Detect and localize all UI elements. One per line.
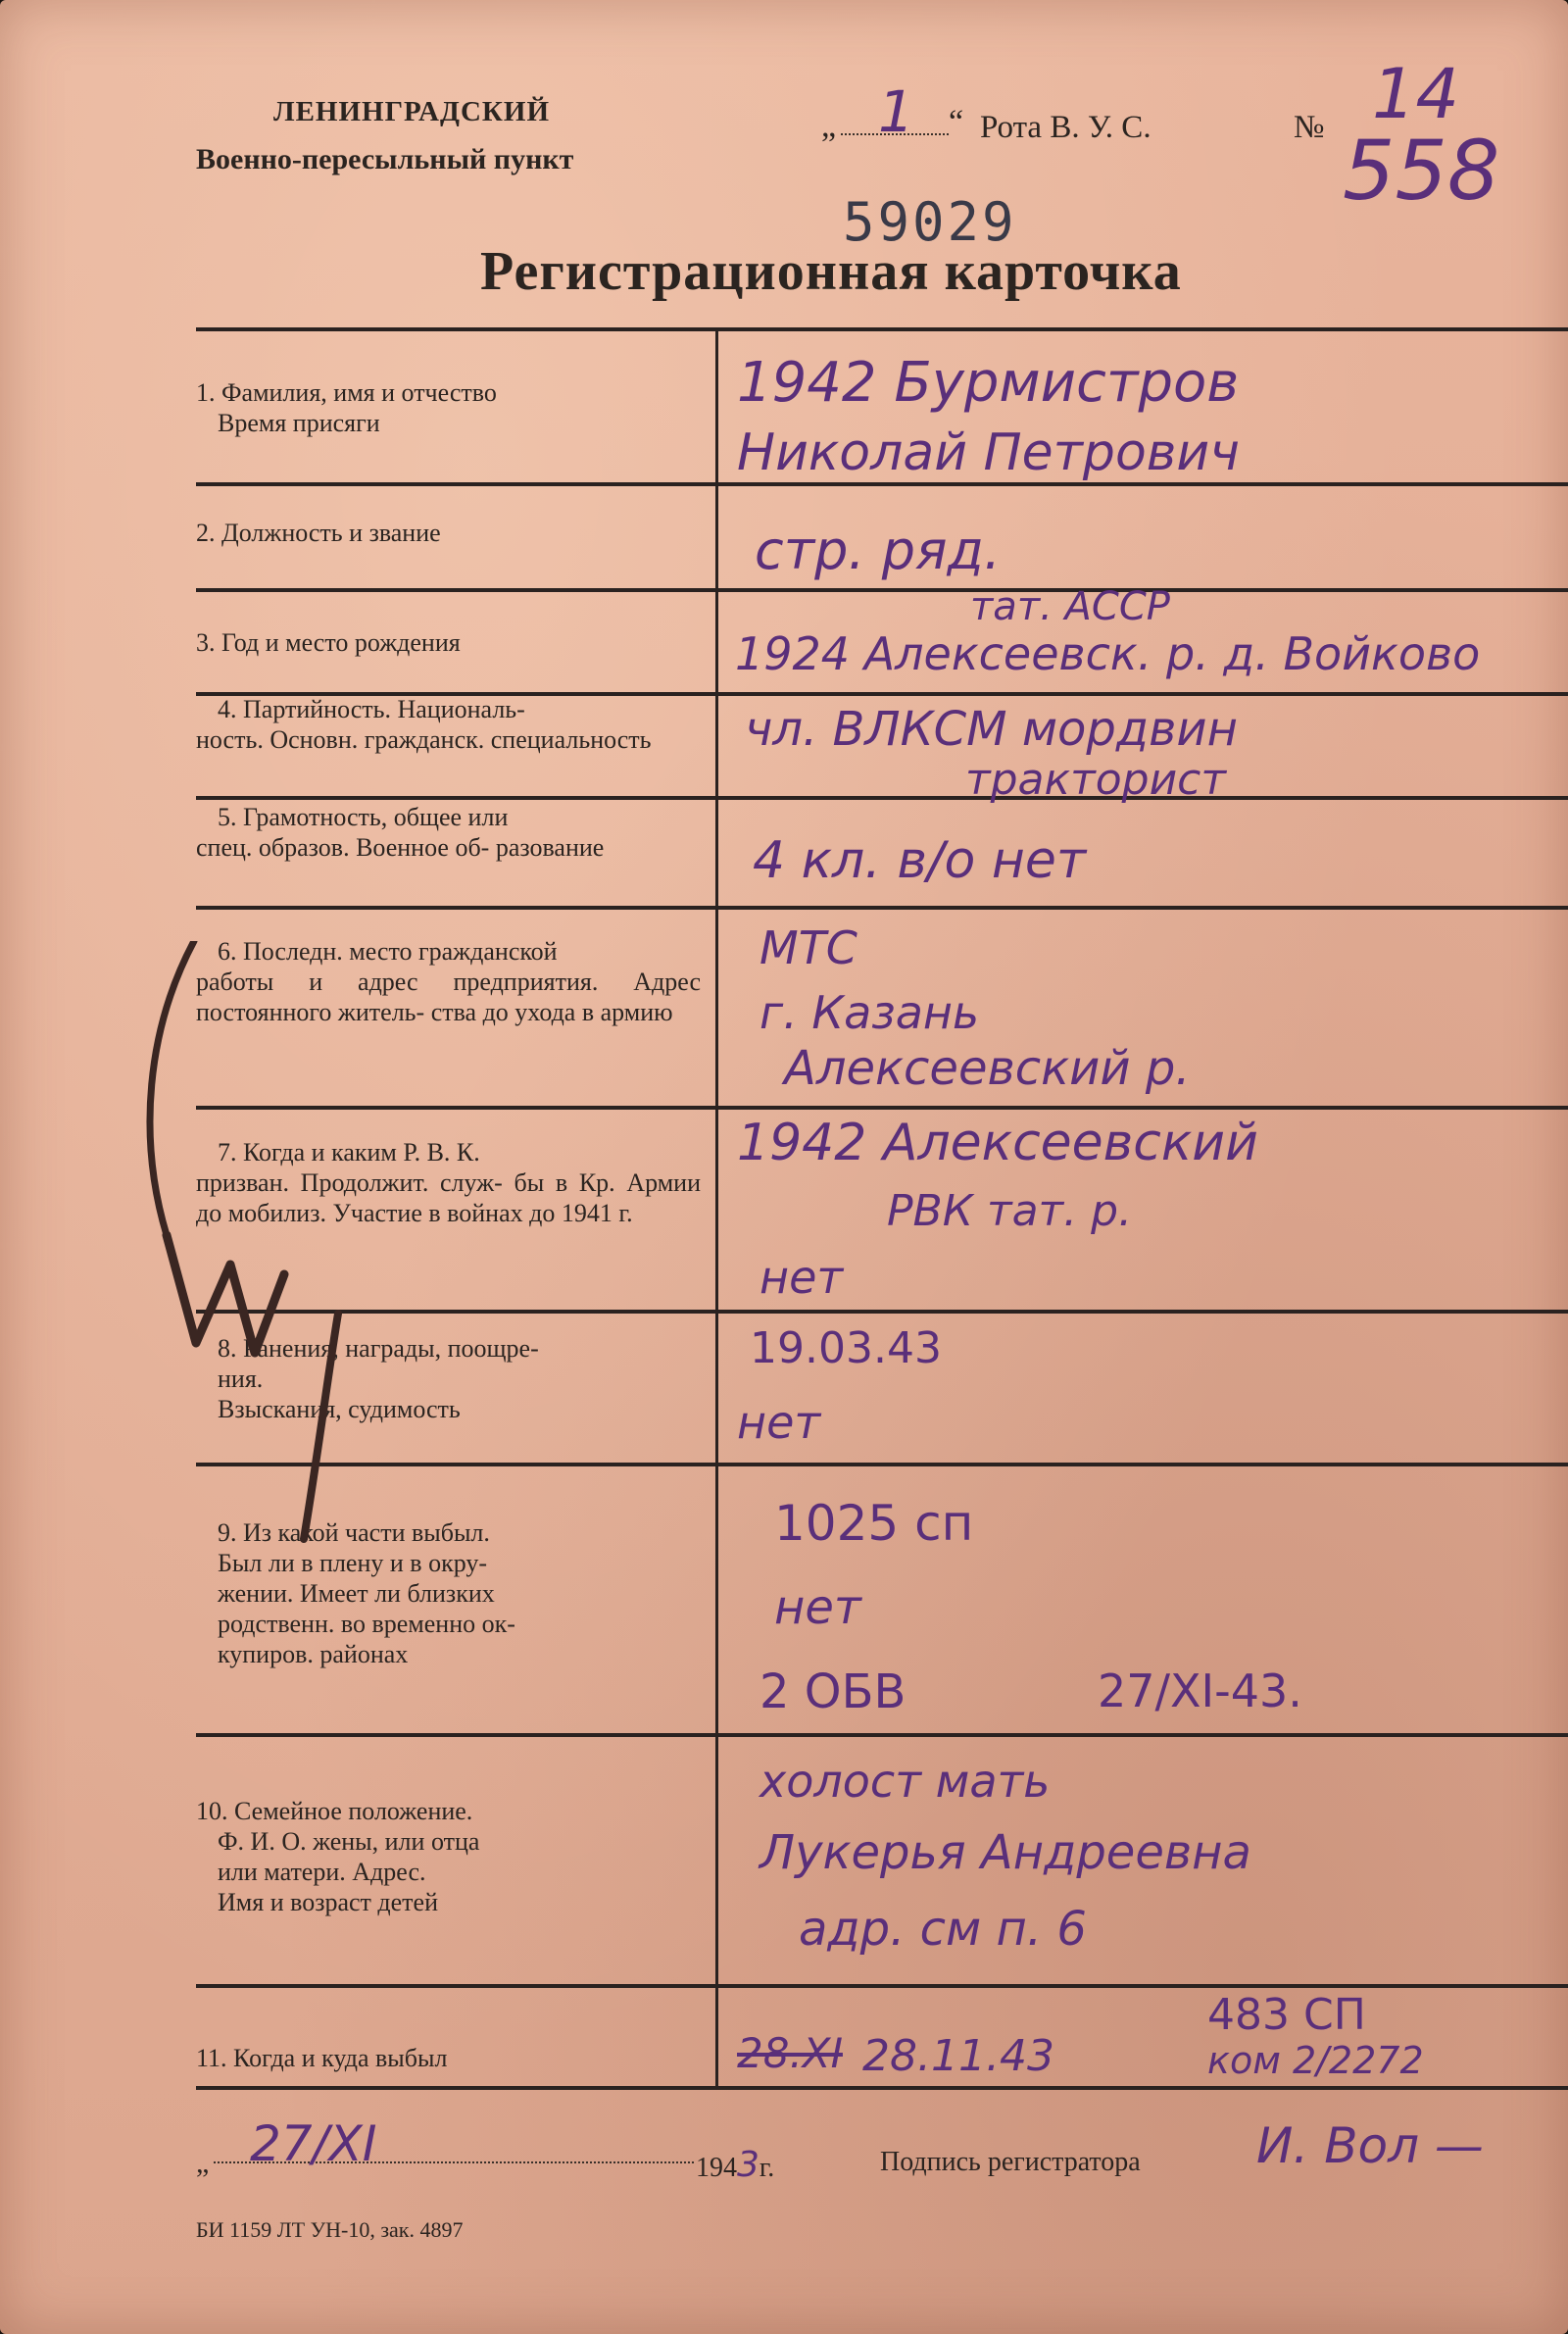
field-9-value: 27/XI-43. bbox=[1098, 1664, 1302, 1717]
field-4-label: 4. Партийность. Националь- ность. Основн. гражданск. специальность bbox=[196, 695, 652, 754]
org-name: ЛЕНИНГРАДСКИЙ bbox=[272, 96, 551, 127]
field-5-label: 5. Грамотность, общее или спец. образов. Военное об- разование bbox=[196, 803, 605, 862]
field-1-value: 1942 Бурмистров bbox=[737, 351, 1240, 415]
field-5-value: 4 кл. в/о нет bbox=[753, 831, 1087, 890]
field-10-value: Лукерья Андреевна bbox=[760, 1825, 1251, 1880]
field-10-value: холост мать bbox=[760, 1755, 1051, 1808]
field-9-label: 9. Из какой части выбыл. Был ли в плену и в окру- жении. Имеет ли близких родственн. во временно ок- купиров. районах bbox=[218, 1518, 515, 1668]
table-rule bbox=[196, 588, 1568, 592]
field-4-value: тракторист bbox=[965, 755, 1226, 805]
table-rule bbox=[196, 906, 1568, 910]
field-3-value: 1924 Алексеевск. р. д. Войково bbox=[735, 627, 1481, 680]
field-8-value: 19.03.43 bbox=[750, 1323, 942, 1373]
pencil-mark bbox=[137, 941, 431, 1549]
stamp-number: 59029 bbox=[843, 191, 1017, 253]
field-1-label: 1. Фамилия, имя и отчество Время присяги bbox=[196, 378, 497, 437]
signature-label: Подпись регистратора bbox=[880, 2147, 1141, 2177]
vus-value: 14 bbox=[1372, 54, 1460, 134]
field-6-value: Алексеевский р. bbox=[784, 1041, 1191, 1096]
field-11-label: 11. Когда и куда выбыл bbox=[196, 2044, 448, 2072]
field-7-value: 1942 Алексеевский bbox=[737, 1114, 1258, 1172]
print-info: БИ 1159 ЛТ УН-10, зак. 4897 bbox=[196, 2217, 464, 2242]
table-rule bbox=[196, 796, 1568, 800]
vus-extra: 558 bbox=[1343, 123, 1500, 219]
field-3-label: 3. Год и место рождения bbox=[196, 628, 461, 657]
field-2-value: стр. ряд. bbox=[755, 520, 1002, 581]
card-title: Регистрационная карточка bbox=[480, 241, 1182, 302]
field-10-label: 10. Семейное положение. Ф. И. О. жены, или отца или матери. Адрес. Имя и возраст детей bbox=[196, 1797, 480, 1916]
field-1-value: Николай Петрович bbox=[737, 423, 1240, 482]
field-11-value: 483 СП bbox=[1207, 1990, 1366, 2040]
field-11-value: ком 2/2272 bbox=[1207, 2039, 1424, 2082]
table-rule bbox=[196, 327, 1568, 331]
field-10-value: адр. см п. 6 bbox=[799, 1902, 1087, 1957]
field-4-value: чл. ВЛКСМ мордвин bbox=[745, 702, 1238, 757]
field-7-value: нет bbox=[760, 1251, 844, 1304]
rota-open-quote: „ bbox=[821, 108, 837, 144]
rota-close-quote: “ bbox=[949, 104, 964, 140]
table-rule bbox=[196, 2086, 1568, 2090]
table-rule bbox=[196, 1733, 1568, 1737]
field-8-label: 8. Ранения, награды, поощре- ния. Взыскания, судимость bbox=[218, 1334, 539, 1423]
field-3-value: тат. АССР bbox=[970, 584, 1170, 629]
registrar-signature: И. Вол — bbox=[1256, 2117, 1484, 2174]
field-9-value: нет bbox=[774, 1580, 861, 1635]
year-field: 1943г. bbox=[696, 2145, 775, 2185]
table-rule bbox=[196, 1984, 1568, 1988]
org-subtitle: Военно-пересыльный пункт bbox=[196, 143, 574, 175]
field-6-value: г. Казань bbox=[760, 986, 980, 1039]
field-9-value: 1025 сп bbox=[774, 1495, 974, 1552]
field-7-label: 7. Когда и каким Р. В. К. призван. Продолжит. служ- бы в Кр. Армии до мобилиз. Участие в войнах до 1941 г. bbox=[196, 1138, 702, 1227]
field-11-crossed-value: 28.XI bbox=[737, 2029, 843, 2077]
rota-value: 1 bbox=[878, 78, 914, 145]
year-digit: 3 bbox=[737, 2145, 760, 2185]
table-rule bbox=[196, 482, 1568, 486]
date-open-quote: „ bbox=[196, 2147, 210, 2179]
field-7-value: РВК тат. р. bbox=[887, 1186, 1133, 1236]
rota-label: Рота В. У. С. bbox=[980, 110, 1152, 145]
field-9-value: 2 ОБВ bbox=[760, 1664, 906, 1719]
field-11-value: 28.11.43 bbox=[862, 2031, 1054, 2081]
field-2-label: 2. Должность и звание bbox=[196, 519, 441, 547]
issue-date: 27/XI bbox=[250, 2115, 377, 2172]
field-6-label: 6. Последн. место гражданской работы и адрес предприятия. Адрес постоянного житель- ства до ухода в армию bbox=[196, 937, 702, 1026]
field-6-value: МТС bbox=[760, 921, 858, 974]
vus-label: № bbox=[1294, 110, 1325, 145]
column-divider bbox=[715, 327, 718, 2088]
field-8-value: нет bbox=[737, 1396, 821, 1449]
